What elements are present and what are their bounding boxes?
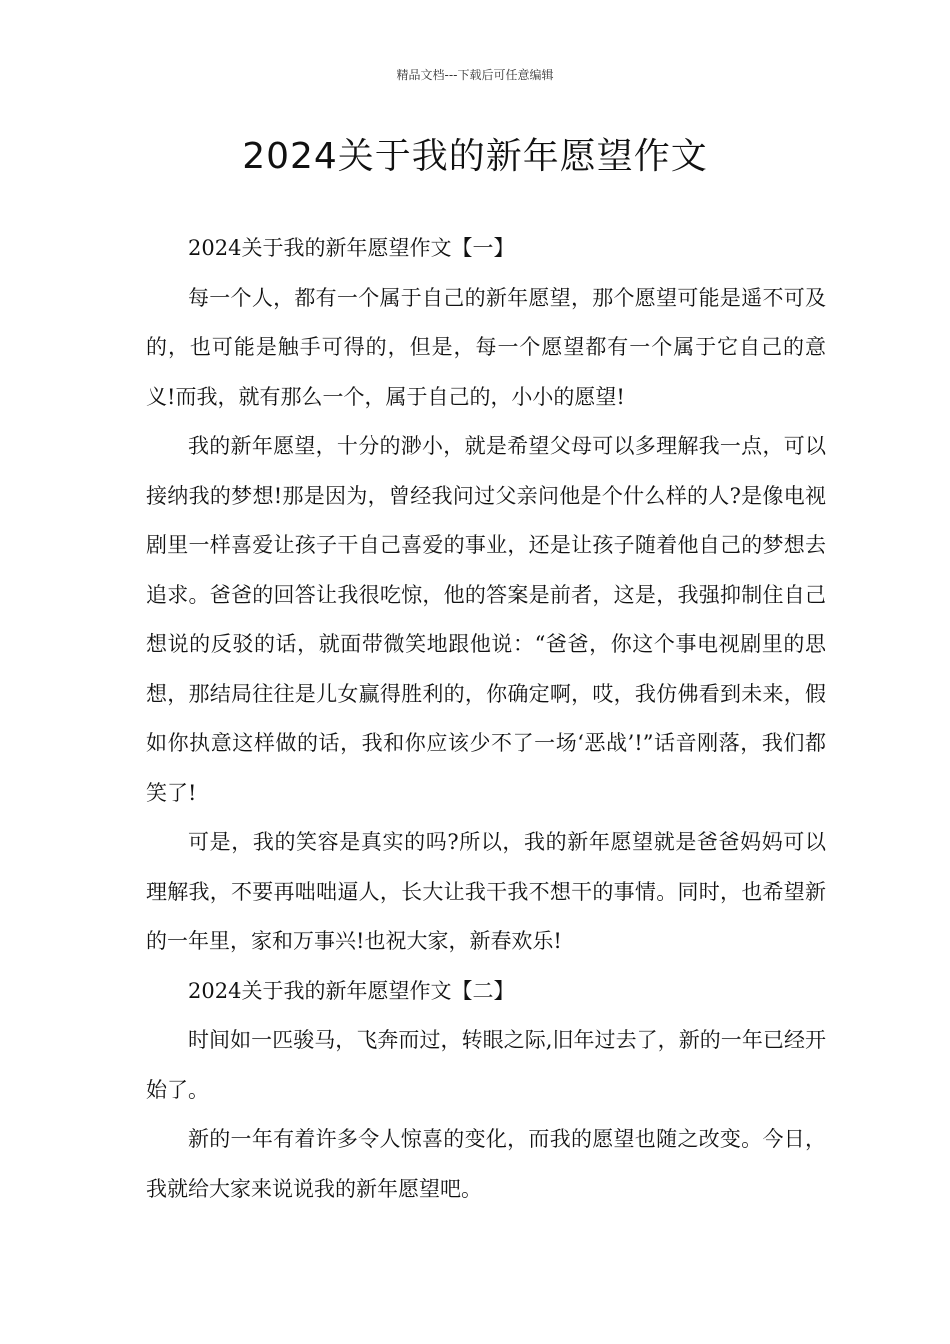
section-heading-two: 2024关于我的新年愿望作文【二】 bbox=[188, 978, 515, 1003]
paragraph: 时间如一匹骏马，飞奔而过，转眼之际,旧年过去了，新的一年已经开始了。 bbox=[146, 1028, 826, 1102]
section-heading-one: 2024关于我的新年愿望作文【一】 bbox=[188, 236, 515, 260]
document-body bbox=[146, 224, 826, 1214]
paragraph: 我的新年愿望，十分的渺小，就是希望父母可以多理解我一点，可以接纳我的梦想!那是因为，曾经我问过父亲问他是个什么样的人?是像电视剧里一样喜爱让孩子干自己喜爱的事业，还是让孩子随着他自己的梦想去追求。爸爸的回答让我很吃惊，他的答案是前者，这是，我强抑制住自己想说的反驳的话，就面带微笑地跟他说：“爸爸，你这个事电视剧里的思想，那结局往往是儿女赢得胜利的，你确定啊，哎，我仿佛看到未来，假如你执意这样做的话，我和你应该少不了一场‘恶战’!”话音刚落，我们都笑了! bbox=[146, 434, 826, 805]
document-title: 2024关于我的新年愿望作文 bbox=[242, 136, 708, 177]
paragraph: 每一个人，都有一个属于自己的新年愿望，那个愿望可能是遥不可及的，也可能是触手可得的，但是，每一个愿望都有一个属于它自己的意义!而我，就有那么一个，属于自己的，小小的愿望! bbox=[146, 285, 826, 409]
paragraph: 可是，我的笑容是真实的吗?所以，我的新年愿望就是爸爸妈妈可以理解我，不要再咄咄逼人，长大让我干我不想干的事情。同时，也希望新的一年里，家和万事兴!也祝大家，新春欢乐! bbox=[146, 830, 826, 953]
paragraph: 新的一年有着许多令人惊喜的变化，而我的愿望也随之改变。今日，我就给大家来说说我的新年愿望吧。 bbox=[146, 1127, 826, 1201]
header-note: 精品文档---下载后可任意编辑 bbox=[396, 68, 554, 82]
